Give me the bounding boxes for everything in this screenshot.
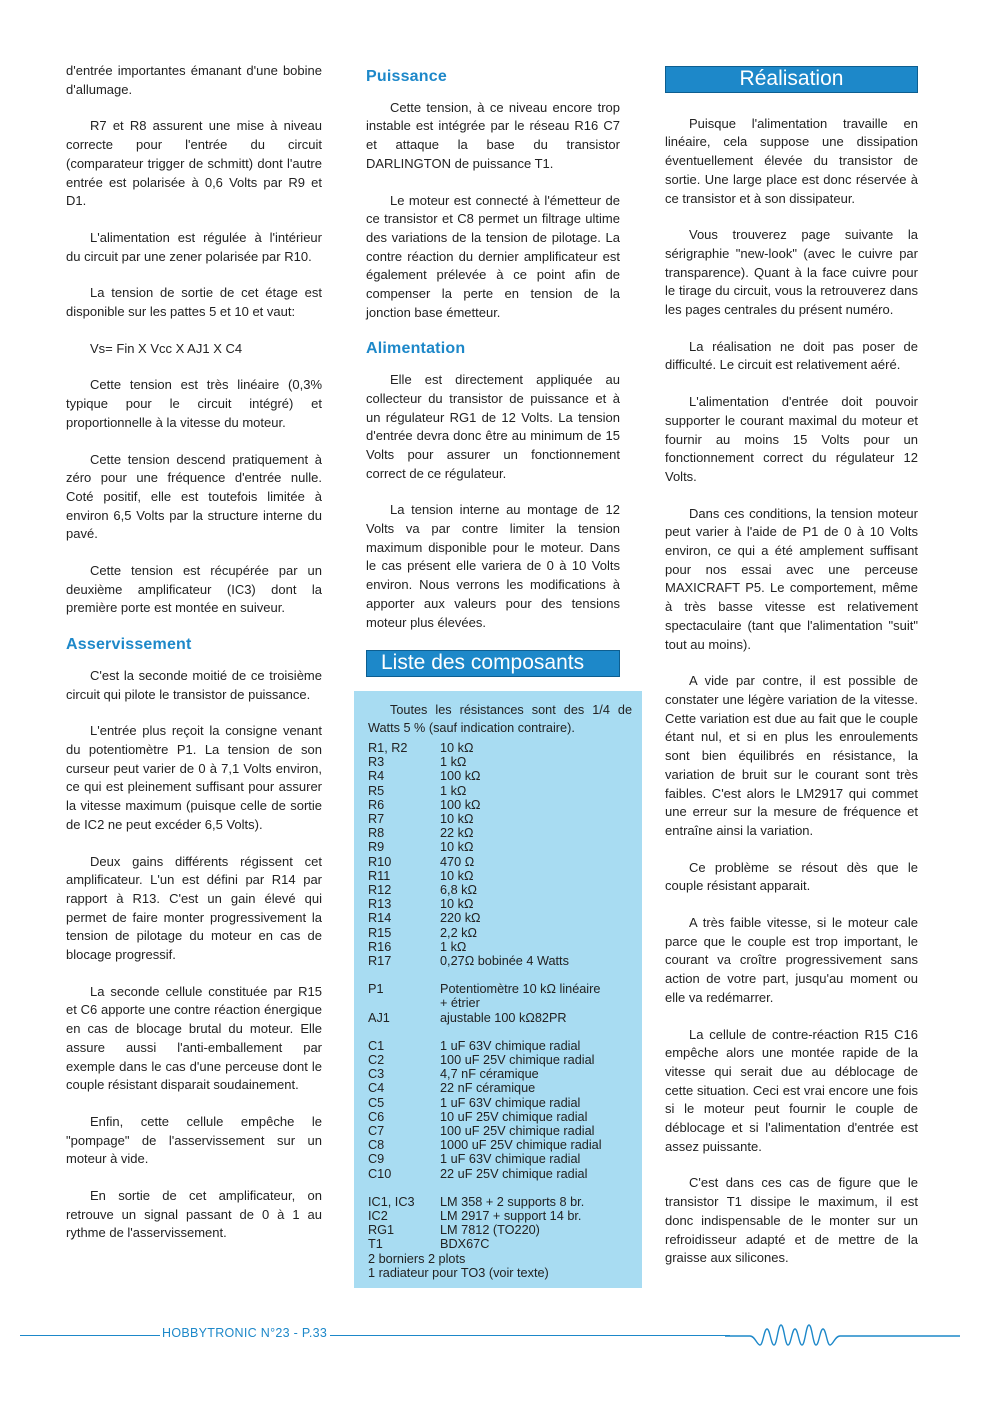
component-row xyxy=(354,1110,632,1124)
column-right xyxy=(665,62,918,1286)
component-ref: C10 xyxy=(368,1166,392,1181)
component-row xyxy=(354,784,632,798)
component-ref: C3 xyxy=(368,1067,385,1082)
component-ref: C1 xyxy=(368,1038,385,1053)
component-ref: AJ1 xyxy=(368,1010,390,1025)
component-value: 10 uF 25V chimique radial xyxy=(440,1109,588,1124)
paragraph: Cette tension descend pratiquement à zéro pour une fréquence d'entrée nulle. Coté positif, elle est toutefois limitée à environ 6,5 Volts par la structure interne du pavé. xyxy=(66,451,322,542)
component-value: LM 358 + 2 supports 8 br. xyxy=(440,1194,585,1209)
component-value: BDX67C xyxy=(440,1237,490,1252)
component-value: LM 7812 (TO220) xyxy=(440,1223,540,1238)
component-row xyxy=(354,1067,632,1081)
components-extra: 2 borniers 2 plots xyxy=(368,1251,466,1266)
paragraph: Deux gains différents régissent cet amplificateur. L'un est défini par R14 par rapport à R13. C'est un gain élevé qui permet de faire monter progressivement la tension de pilotage du moteur en cas de blocage progressif. xyxy=(66,853,322,963)
component-row xyxy=(354,1195,632,1209)
component-value: 4,7 nF céramique xyxy=(440,1067,539,1082)
component-row xyxy=(354,911,632,925)
footer-page-label: HOBBYTRONIC N°23 - P.33 xyxy=(162,1326,328,1340)
component-row xyxy=(354,869,632,883)
paragraph: L'entrée plus reçoit la consigne venant du potentiomètre P1. La tension de son curseur peut varier de 0 à 7,1 Volts environ, ce qui est pleinement suffisant pour assurer la vitesse maximum (puisque celle de sortie de IC2 ne peut excéder 6,5 Volts). xyxy=(66,723,322,832)
component-row xyxy=(354,1039,632,1053)
paragraph: L'alimentation d'entrée doit pouvoir supporter le courant maximal du moteur et fournir au moins 15 Volts pour un fonctionnement correct du régulateur 12 Volts. xyxy=(665,394,918,484)
component-row xyxy=(354,883,632,897)
component-value: 6,8 kΩ xyxy=(440,883,477,898)
component-ref: R4 xyxy=(368,769,385,784)
component-row xyxy=(354,1223,632,1237)
component-ref: R15 xyxy=(368,925,392,940)
section-banner-realisation: Réalisation xyxy=(665,66,918,93)
component-row xyxy=(354,1209,632,1223)
paragraph: Dans ces conditions, la tension moteur peut varier à l'aide de P1 de 0 à 10 Volts environ, ce qui a été amplement suffisant pour nos essai avec une perceuse MAXICRAFT P5. Le comportement, même à très basse vitesse est relativement spectaculaire (tant que l'alimentation "suit" tout au moins). xyxy=(665,505,918,652)
component-value: 1 uF 63V chimique radial xyxy=(440,1038,581,1053)
component-ref xyxy=(354,996,440,1010)
page-footer xyxy=(20,1323,960,1353)
paragraph: A vide par contre, il est possible de constater une légère variation de la vitesse. Cette variation est due au fait que le couple étant nul, et si en plus les enroulements sont bien équilibrés en résistance, la variation de bruit sur le courant sont très faibles. C'est alors le LM2917 qui commet une erreur sur la mesure de fréquence et entraîne ainsi la variation. xyxy=(665,673,918,838)
component-value: 1 kΩ xyxy=(440,755,467,770)
component-value: 100 kΩ xyxy=(440,769,481,784)
component-value: 22 nF céramique xyxy=(440,1081,536,1096)
component-row xyxy=(354,1237,632,1251)
paragraph: Vous trouverez page suivante la sérigraphie "new-look" (avec le cuivre par transparence). Quant à la face cuivre pour le tirage du circuit, vous la retrouverez dans les pages centrales du présent numéro. xyxy=(665,227,918,318)
component-row xyxy=(354,996,632,1010)
paragraph: Le moteur est connecté à l'émetteur de ce transistor et C8 permet un filtrage ultime des variations de la tension de pilotage. La contre réaction du dernier amplificateur est également prélevée à ce point afin de compenser la perte en tension de la jonction base émetteur. xyxy=(366,192,620,320)
component-value: 1 kΩ xyxy=(440,939,467,954)
component-value: ajustable 100 kΩ82PR xyxy=(440,1010,567,1025)
column-left xyxy=(66,62,322,1261)
component-ref: T1 xyxy=(368,1237,383,1252)
component-ref: R10 xyxy=(368,854,392,869)
component-ref: C9 xyxy=(368,1152,385,1167)
component-ref: R9 xyxy=(368,840,385,855)
component-ref: R16 xyxy=(368,939,392,954)
section-title-asservissement: Asservissement xyxy=(66,636,192,654)
component-ref: R17 xyxy=(368,954,392,969)
component-value: LM 2917 + support 14 br. xyxy=(440,1209,582,1224)
component-value: 100 uF 25V chimique radial xyxy=(440,1053,595,1068)
component-row xyxy=(354,826,632,840)
component-row xyxy=(354,798,632,812)
component-value: 220 kΩ xyxy=(440,911,481,926)
component-value: 22 uF 25V chimique radial xyxy=(440,1166,588,1181)
component-value: 0,27Ω bobinée 4 Watts xyxy=(440,954,569,969)
paragraph: R7 et R8 assurent une mise à niveau correcte pour l'entrée du circuit (comparateur trigger de schmitt) dont l'autre entrée est polarisée à 0,6 Volts par R9 et D1. xyxy=(66,118,322,209)
component-value: 1000 uF 25V chimique radial xyxy=(440,1138,602,1153)
component-value: Potentiomètre 10 kΩ linéaire xyxy=(440,982,601,997)
component-ref: R8 xyxy=(368,826,385,841)
component-ref: C6 xyxy=(368,1109,385,1124)
component-value: 10 kΩ xyxy=(440,868,474,883)
component-row xyxy=(354,840,632,854)
components-intro: Toutes les résistances sont des 1/4 de Watts 5 % (sauf indication contraire). xyxy=(368,702,632,735)
component-row xyxy=(354,855,632,869)
component-ref: C7 xyxy=(368,1124,385,1139)
paragraph: Cette tension, à ce niveau encore trop instable est intégrée par le réseau R16 C7 et attaque la base du transistor DARLINGTON de puissance T1. xyxy=(366,99,620,171)
component-value: 22 kΩ xyxy=(440,826,474,841)
component-value: 1 uF 63V chimique radial xyxy=(440,1152,581,1167)
paragraph: La seconde cellule constituée par R15 et C6 apporte une contre réaction énergique en cas de blocage brutal du moteur. Elle assure aussi l'anti-emballement par exemple dans le cas d'une perceuse dont le couple résistant disparait soudainement. xyxy=(66,983,322,1093)
paragraph: La tension de sortie de cet étage est disponible sur les pattes 5 et 10 et vaut: xyxy=(66,285,322,320)
paragraph: La cellule de contre-réaction R15 C16 empêche alors une montée rapide de la vitesse qui serait due au déblocage de cette situation. Ceci est vrai encore une fois si le moteur peut fournir le couple de déblocage et si l'alimentation d'entrée est assez puissante. xyxy=(665,1026,918,1154)
component-row xyxy=(354,1124,632,1138)
paragraph: Elle est directement appliquée au collecteur du transistor de puissance et à un régulateur RG1 de 12 Volts. La tension d'entrée devra donc être au minimum de 15 Volts pour assurer un fonctionnement correct de ce régulateur. xyxy=(366,372,620,481)
component-row xyxy=(354,897,632,911)
component-row xyxy=(354,926,632,940)
components-group-capacitors xyxy=(354,1039,632,1181)
components-group-semiconductors xyxy=(354,1195,632,1252)
component-row xyxy=(354,769,632,783)
component-value: 10 kΩ xyxy=(440,840,474,855)
paragraph: C'est la seconde moitié de ce troisième circuit qui pilote le transistor de puissance. xyxy=(66,667,322,702)
components-list-box xyxy=(354,691,642,1288)
waveform-logo-icon xyxy=(725,1323,960,1353)
component-ref: R7 xyxy=(368,812,385,826)
component-value: 470 Ω xyxy=(440,854,475,869)
component-row xyxy=(354,1081,632,1095)
formula: Vs= Fin X Vcc X AJ1 X C4 xyxy=(90,340,243,356)
components-group-adjustables xyxy=(354,982,632,1025)
component-value: 100 uF 25V chimique radial xyxy=(440,1124,595,1139)
paragraph: Puisque l'alimentation travaille en linéaire, cela suppose une dissipation éventuellement élevée du transistor de sortie. Une large place est donc réservée à ce transistor et à son dissipateur. xyxy=(665,115,918,206)
component-row xyxy=(354,1152,632,1166)
component-value: 10 kΩ xyxy=(440,740,474,755)
component-ref: C4 xyxy=(368,1081,385,1096)
component-row xyxy=(354,812,632,826)
component-row xyxy=(354,1138,632,1152)
component-value: 10 kΩ xyxy=(440,897,474,912)
paragraph: La réalisation ne doit pas poser de difficulté. Le circuit est relativement aéré. xyxy=(665,338,918,373)
component-value: 1 kΩ xyxy=(440,783,467,798)
component-ref: R12 xyxy=(368,883,392,898)
component-row xyxy=(354,1096,632,1110)
component-ref: IC1, IC3 xyxy=(368,1194,415,1209)
paragraph: La tension interne au montage de 12 Volts va par contre limiter la tension maximum disponible pour le moteur. Dans le cas présent elle variera de 0 à 10 Volts environ. Nous verrons les modifications à apporter aux valeurs pour des tensions moteur plus élevées. xyxy=(366,502,620,630)
paragraph: Cette tension est récupérée par un deuxième amplificateur (IC3) dont la première porte est montée en suiveur. xyxy=(66,563,322,616)
paragraph: A très faible vitesse, si le moteur cale parce que le couple est trop important, le courant va croître progressivement sans action de votre part, jusqu'au moment ou elle va redémarrer. xyxy=(665,915,918,1005)
component-ref: R11 xyxy=(368,868,391,883)
footer-rule xyxy=(330,1335,730,1336)
paragraph: En sortie de cet amplificateur, on retrouve un signal passant de 0 à 1 au rythme de l'asservissement. xyxy=(66,1188,322,1241)
paragraph: Ce problème se résout dès que le couple résistant apparait. xyxy=(665,859,918,894)
component-ref: IC2 xyxy=(368,1209,388,1224)
components-extra: 1 radiateur pour TO3 (voir texte) xyxy=(368,1265,549,1280)
component-ref: C8 xyxy=(368,1138,385,1153)
component-value: + étrier xyxy=(440,996,480,1011)
component-ref: R13 xyxy=(368,897,392,912)
paragraph: Cette tension est très linéaire (0,3% typique pour le circuit intégré) et proportionnelle à la vitesse du moteur. xyxy=(66,377,322,430)
component-value: 1 uF 63V chimique radial xyxy=(440,1095,581,1110)
component-value: 10 kΩ xyxy=(440,812,474,826)
footer-rule xyxy=(20,1335,160,1336)
paragraph: C'est dans ces cas de figure que le transistor T1 dissipe le maximum, il est donc indispensable de le monter sur un refroidisseur adapté et de mettre de la graisse aux silicones. xyxy=(665,1175,918,1266)
component-ref: RG1 xyxy=(368,1223,395,1238)
section-title-alimentation: Alimentation xyxy=(366,340,466,358)
paragraph: d'entrée importantes émanant d'une bobine d'allumage. xyxy=(66,63,322,97)
paragraph: Enfin, cette cellule empêche le "pompage" de l'asservissement sur un moteur à vide. xyxy=(66,1113,322,1167)
component-ref: R3 xyxy=(368,755,385,770)
component-row xyxy=(354,755,632,769)
components-group-resistors xyxy=(354,741,632,968)
component-ref: R6 xyxy=(368,797,385,812)
component-ref: P1 xyxy=(368,982,384,997)
component-row xyxy=(354,954,632,968)
component-row xyxy=(354,940,632,954)
section-banner-liste: Liste des composants xyxy=(366,650,620,677)
component-row xyxy=(354,1011,632,1025)
section-title-puissance: Puissance xyxy=(366,68,447,85)
component-ref: C5 xyxy=(368,1095,385,1110)
component-ref: C2 xyxy=(368,1053,385,1068)
component-value: 2,2 kΩ xyxy=(440,925,477,940)
component-row xyxy=(354,1167,632,1181)
paragraph: L'alimentation est régulée à l'intérieur du circuit par une zener polarisée par R10. xyxy=(66,229,322,264)
component-ref: R5 xyxy=(368,783,385,798)
component-ref: R1, R2 xyxy=(368,740,408,755)
component-row xyxy=(354,982,632,996)
component-row xyxy=(354,1053,632,1067)
component-ref: R14 xyxy=(368,911,392,926)
component-row xyxy=(354,741,632,755)
component-value: 100 kΩ xyxy=(440,797,481,812)
column-middle xyxy=(366,62,632,1288)
